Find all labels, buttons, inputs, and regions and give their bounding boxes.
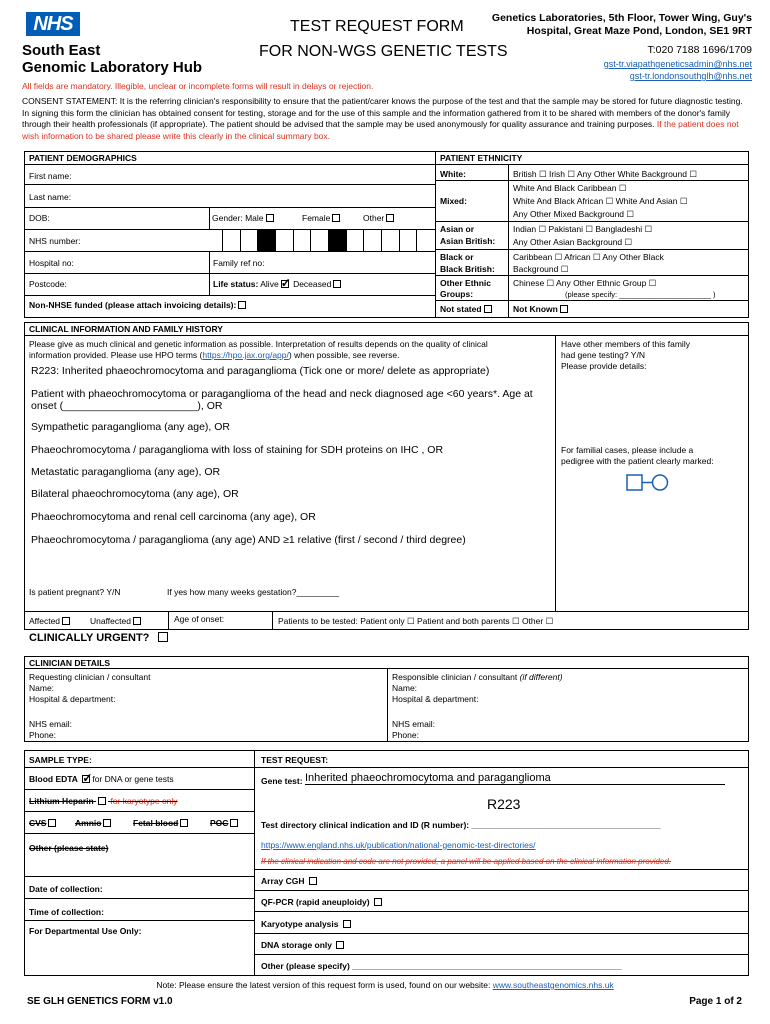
sample-type-heading: SAMPLE TYPE: bbox=[29, 755, 92, 765]
date-collection-label: Date of collection: bbox=[29, 884, 103, 894]
r223-heading: R223: Inherited phaeochromocytoma and paraganglioma (Tick one or more/ delete as appropriate) bbox=[31, 365, 490, 377]
pregnant-question: Is patient pregnant? Y/N bbox=[29, 587, 121, 597]
blood-edta-checkbox[interactable] bbox=[82, 771, 93, 785]
departmental-use-label: For Departmental Use Only: bbox=[29, 926, 142, 936]
nhs-number-label: NHS number: bbox=[29, 236, 81, 246]
option-1-line2[interactable]: onset (_______________________), OR bbox=[31, 400, 223, 412]
lab-email-1[interactable]: gst-tr.viapathgeneticsadmin@nhs.net bbox=[603, 59, 752, 69]
karyotype-checkbox[interactable] bbox=[343, 920, 351, 928]
option-5[interactable]: Bilateral phaeochromocytoma (any age), OR bbox=[31, 488, 239, 500]
req-phone-label: Phone: bbox=[29, 730, 56, 740]
demographics-heading: PATIENT DEMOGRAPHICS bbox=[25, 152, 435, 165]
asian-label-1: Asian or bbox=[440, 224, 475, 234]
not-stated-checkbox[interactable] bbox=[484, 305, 492, 313]
amnio-option: Amnio bbox=[75, 818, 113, 828]
mandatory-note: All fields are mandatory. Illegible, unclear or incomplete forms will result in delays or rejection. bbox=[22, 81, 374, 91]
option-1-line1[interactable]: Patient with phaeochromocytoma or paraganglioma of the head and neck diagnosed age <60 years*. Age at bbox=[31, 388, 533, 400]
lab-phone: T:020 7188 1696/1709 bbox=[647, 44, 752, 56]
asian-label-2: Asian British: bbox=[440, 236, 496, 246]
resp-name-label: Name: bbox=[392, 683, 418, 693]
poc-checkbox[interactable] bbox=[230, 819, 238, 827]
black-label-2: Black British: bbox=[440, 264, 495, 274]
ethnicity-heading: PATIENT ETHNICITY bbox=[435, 152, 748, 165]
org-name-line2: Genomic Laboratory Hub bbox=[22, 59, 203, 76]
asian-option-1[interactable]: Indian ☐ Pakistani ☐ Bangladeshi ☐ bbox=[513, 224, 653, 234]
r-number-value: R223 bbox=[487, 796, 521, 812]
unaffected-option: Unaffected bbox=[90, 616, 143, 626]
family-testing-q2: had gene testing? Y/N bbox=[561, 350, 645, 360]
option-7[interactable]: Phaeochromocytoma / paraganglioma (any age) AND ≥1 relative (first / second / third degree) bbox=[31, 534, 466, 546]
requesting-clinician: Requesting clinician / consultant bbox=[29, 672, 151, 682]
other-ethnic-label-1: Other Ethnic bbox=[440, 278, 492, 288]
panel-note: If the clinical indication and code are not provided, a panel will be applied based on the clinical information provided. bbox=[261, 857, 672, 866]
website-link[interactable]: www.southeastgenomics.nhs.uk bbox=[492, 980, 614, 990]
gestation-question: If yes how many weeks gestation?_________ bbox=[167, 587, 340, 597]
clinical-intro-1: Please give as much clinical and genetic information as possible. Interpretation of results depends on the quality of clinical bbox=[29, 339, 488, 349]
qf-pcr-option: QF-PCR (rapid aneuploidy) bbox=[261, 897, 384, 907]
clinical-heading: CLINICAL INFORMATION AND FAMILY HISTORY bbox=[25, 323, 748, 336]
hpo-link[interactable]: https://hpo.jax.org/app/ bbox=[202, 350, 289, 360]
clinically-urgent: CLINICALLY URGENT? bbox=[29, 632, 170, 644]
gene-test-field[interactable]: Gene test: Inherited phaeochromocytoma and paraganglioma bbox=[261, 775, 725, 788]
form-title-line1: TEST REQUEST FORM bbox=[290, 18, 464, 35]
familial-note-2: pedigree with the patient clearly marked: bbox=[561, 456, 714, 466]
req-hospital-label: Hospital & department: bbox=[29, 694, 116, 704]
urgent-checkbox[interactable] bbox=[158, 632, 168, 642]
age-of-onset-label: Age of onset: bbox=[174, 614, 225, 624]
life-status-field: Life status: Alive ✓ Deceased bbox=[213, 279, 343, 289]
qf-pcr-checkbox[interactable] bbox=[374, 898, 382, 906]
dna-storage-option: DNA storage only bbox=[261, 940, 346, 950]
affected-checkbox[interactable] bbox=[62, 617, 70, 625]
dob-label: DOB: bbox=[29, 213, 50, 223]
test-directory-link[interactable]: https://www.england.nhs.uk/publication/national-genomic-test-directories/ bbox=[261, 840, 536, 850]
white-options[interactable]: British ☐ Irish ☐ Any Other White Background ☐ bbox=[513, 169, 697, 179]
postcode-label: Postcode: bbox=[29, 279, 67, 289]
clinical-intro-2: information provided. Please use HPO terms (https://hpo.jax.org/app/) when possible, see reverse. bbox=[29, 350, 400, 360]
page-number: Page 1 of 2 bbox=[689, 996, 742, 1007]
deceased-checkbox[interactable] bbox=[333, 280, 341, 288]
fetal-blood-option: Fetal blood bbox=[133, 818, 190, 828]
option-6[interactable]: Phaeochromocytoma and renal cell carcinoma (any age), OR bbox=[31, 511, 316, 523]
black-label-1: Black or bbox=[440, 252, 474, 262]
family-testing-q3: Please provide details: bbox=[561, 361, 647, 371]
karyotype-option: Karyotype analysis bbox=[261, 919, 353, 929]
check-mark-icon: ✓ bbox=[280, 276, 291, 290]
black-option-2[interactable]: Background ☐ bbox=[513, 264, 569, 274]
blood-edta-option: Blood EDTA ✓ for DNA or gene tests bbox=[29, 771, 174, 785]
req-name-label: Name: bbox=[29, 683, 55, 693]
form-title-line2: FOR NON-WGS GENETIC TESTS bbox=[259, 43, 508, 60]
unaffected-checkbox[interactable] bbox=[133, 617, 141, 625]
lithium-heparin-option: Lithium Heparin for karyotype only bbox=[29, 796, 178, 806]
other-ethnic-option-2[interactable]: (please specify: ______________________ ) bbox=[565, 290, 716, 299]
patients-tested[interactable]: Patients to be tested: Patient only ☐ Patient and both parents ☐ Other ☐ bbox=[278, 616, 554, 626]
req-email-label: NHS email: bbox=[29, 719, 72, 729]
option-2[interactable]: Sympathetic paraganglioma (any age), OR bbox=[31, 421, 231, 433]
other-ethnic-label-2: Groups: bbox=[440, 289, 474, 299]
lab-address-line2: Hospital, Great Maze Pond, London, SE1 9RT bbox=[526, 25, 752, 37]
gene-test-value: Inherited phaeochromocytoma and paraganglioma bbox=[305, 772, 725, 785]
nhs-logo: NHS bbox=[26, 12, 80, 36]
asian-option-2[interactable]: Any Other Asian Background ☐ bbox=[513, 237, 633, 247]
last-name-label: Last name: bbox=[29, 192, 72, 202]
resp-email-label: NHS email: bbox=[392, 719, 435, 729]
family-ref-label: Family ref no: bbox=[213, 258, 265, 268]
gender-field: Gender: Male bbox=[212, 213, 276, 223]
first-name-label: First name: bbox=[29, 171, 72, 181]
not-stated-option: Not stated bbox=[440, 304, 494, 314]
check-mark-icon: ✓ bbox=[82, 771, 93, 785]
female-checkbox[interactable] bbox=[332, 214, 340, 222]
not-known-option: Not Known bbox=[513, 304, 570, 314]
resp-hospital-label: Hospital & department: bbox=[392, 694, 479, 704]
lab-email-2[interactable]: gst-tr.londonsouthglh@nhs.net bbox=[629, 71, 752, 81]
footer-note: Note: Please ensure the latest version of this request form is used, found on our website: www.southeastgenomics.nhs.uk bbox=[156, 980, 614, 990]
not-known-checkbox[interactable] bbox=[560, 305, 568, 313]
mixed-option-1[interactable]: White And Black Caribbean ☐ bbox=[513, 183, 627, 193]
other-sample-option[interactable]: Other (please state) bbox=[29, 843, 109, 853]
consent-text: CONSENT STATEMENT: It is the referring clinician's responsibility to ensure that the patient/carer knows the purpose of the test and that the sample may be stored for future diagnostic testing. In signing this form the clinician has obtained consent for testing, storage and for the use of this sample and the information gathered from it to be shared with members of the donor's family through their health professionals (if appropriate). The patient should be advised that the sample may be used anonymously for quality assurance and training purposes. bbox=[22, 96, 743, 129]
poc-option: POC bbox=[210, 818, 240, 828]
form-version: SE GLH GENETICS FORM v1.0 bbox=[27, 996, 173, 1007]
nhs-number-boxes[interactable] bbox=[222, 229, 434, 251]
option-3[interactable]: Phaeochromocytoma / paraganglioma with loss of staining for SDH proteins on IHC , OR bbox=[31, 444, 444, 456]
cvs-option: CVS bbox=[29, 818, 58, 828]
mixed-label: Mixed: bbox=[440, 196, 467, 206]
array-cgh-checkbox[interactable] bbox=[309, 877, 317, 885]
test-request-heading: TEST REQUEST: bbox=[261, 755, 329, 765]
mixed-option-2[interactable]: White And Black African ☐ White And Asian ☐ bbox=[513, 196, 688, 206]
clinician-heading: CLINICIAN DETAILS bbox=[25, 657, 748, 669]
familial-note-1: For familial cases, please include a bbox=[561, 445, 694, 455]
time-collection-label: Time of collection: bbox=[29, 907, 104, 917]
hospital-no-label: Hospital no: bbox=[29, 258, 74, 268]
other-gender-checkbox[interactable] bbox=[386, 214, 394, 222]
black-option-1[interactable]: Caribbean ☐ African ☐ Any Other Black bbox=[513, 252, 664, 262]
amnio-checkbox[interactable] bbox=[103, 819, 111, 827]
lithium-checkbox[interactable] bbox=[98, 797, 106, 805]
responsible-clinician: Responsible clinician / consultant (if different) bbox=[392, 672, 563, 682]
male-checkbox[interactable] bbox=[266, 214, 274, 222]
other-gender-option: Other bbox=[363, 213, 396, 223]
test-directory-label[interactable]: Test directory clinical indication and ID (R number): ________________________________________ bbox=[261, 820, 661, 830]
affected-option: Affected bbox=[29, 616, 72, 626]
option-4[interactable]: Metastatic paraganglioma (any age), OR bbox=[31, 466, 221, 478]
non-nhse-checkbox[interactable] bbox=[238, 301, 246, 309]
resp-phone-label: Phone: bbox=[392, 730, 419, 740]
pedigree-symbol-icon bbox=[625, 471, 675, 497]
consent-red-text: If the patient does not wish information to be shared please write this clearly in the clinical summary box. bbox=[22, 119, 739, 141]
mixed-option-3[interactable]: Any Other Mixed Background ☐ bbox=[513, 209, 635, 219]
alive-checkbox[interactable] bbox=[280, 276, 291, 290]
org-name-line1: South East bbox=[22, 42, 101, 59]
female-option: Female bbox=[302, 213, 342, 223]
array-cgh-option: Array CGH bbox=[261, 876, 319, 886]
fetal-blood-checkbox[interactable] bbox=[180, 819, 188, 827]
other-ethnic-option-1[interactable]: Chinese ☐ Any Other Ethnic Group ☐ bbox=[513, 278, 657, 288]
non-nhse-funded: Non-NHSE funded (please attach invoicing details): bbox=[29, 300, 248, 310]
white-label: White: bbox=[440, 169, 466, 179]
other-test-field[interactable]: Other (please specify) _________________________________________________________ bbox=[261, 961, 622, 971]
family-testing-q1: Have other members of this family bbox=[561, 339, 690, 349]
lab-address-line1: Genetics Laboratories, 5th Floor, Tower Wing, Guy's bbox=[491, 12, 752, 24]
consent-statement bbox=[22, 96, 752, 142]
cvs-checkbox[interactable] bbox=[48, 819, 56, 827]
dna-storage-checkbox[interactable] bbox=[336, 941, 344, 949]
